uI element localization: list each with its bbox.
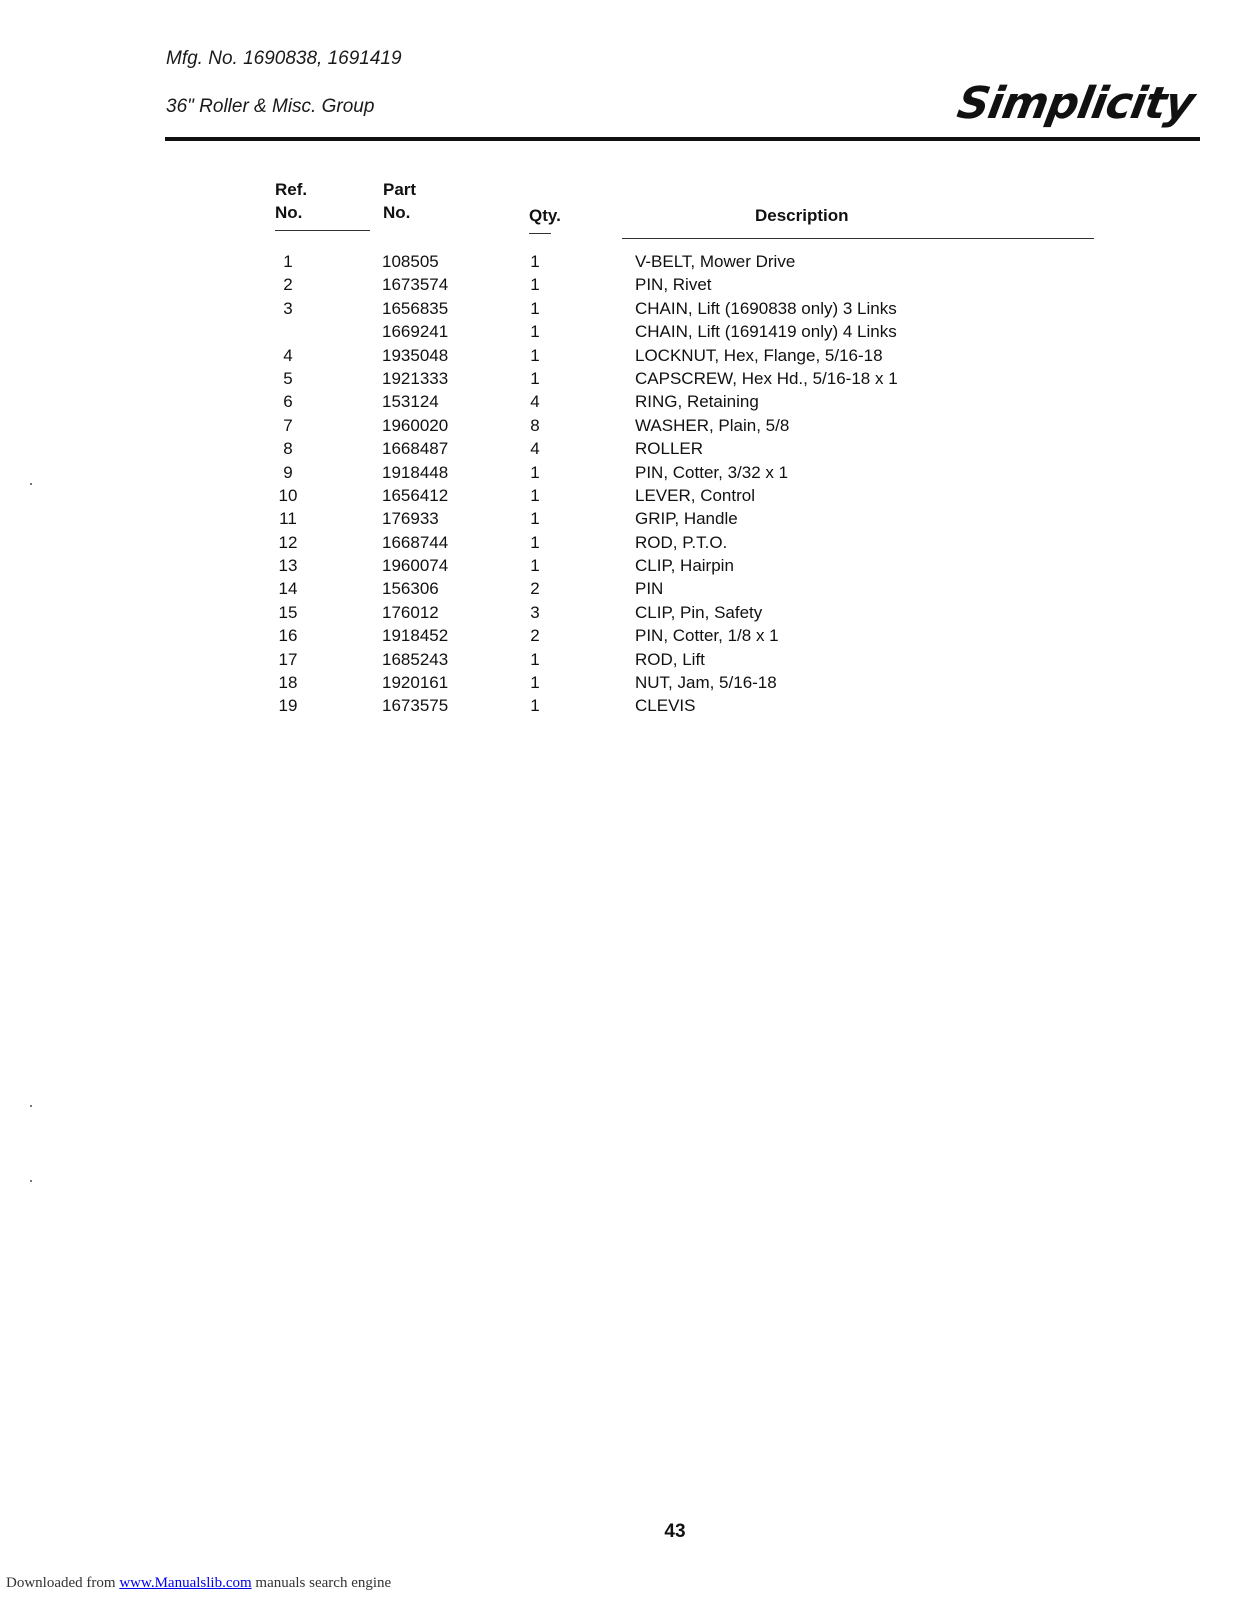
scan-dot <box>30 1105 32 1107</box>
cell-description: CHAIN, Lift (1690838 only) 3 Links <box>635 298 897 318</box>
cell-description: GRIP, Handle <box>635 509 738 529</box>
cell-description: PIN <box>635 579 664 599</box>
cell-part-no: 156306 <box>382 579 439 599</box>
cell-description: CLIP, Hairpin <box>635 556 734 576</box>
table-row <box>0 250 1237 273</box>
cell-part-no: 1918448 <box>382 462 449 482</box>
cell-qty: 1 <box>530 275 540 295</box>
cell-description: ROLLER <box>635 439 704 459</box>
cell-qty: 1 <box>530 298 540 318</box>
cell-description: NUT, Jam, 5/16-18 <box>635 673 777 693</box>
cell-qty: 1 <box>530 368 540 388</box>
cell-qty: 1 <box>530 485 540 505</box>
page-number: 43 <box>664 1521 686 1542</box>
cell-description: CLIP, Pin, Safety <box>635 602 763 622</box>
cell-ref-no: 15 <box>278 602 298 622</box>
table-row <box>0 320 1237 343</box>
cell-description: LOCKNUT, Hex, Flange, 5/16-18 <box>635 345 883 365</box>
column-header-qty: Qty. <box>529 206 561 225</box>
scan-dot <box>30 1180 32 1182</box>
cell-description: PIN, Cotter, 1/8 x 1 <box>635 626 779 646</box>
cell-ref-no: 18 <box>278 673 298 693</box>
cell-ref-no: 6 <box>283 392 293 412</box>
cell-ref-no: 12 <box>278 532 298 552</box>
table-row <box>0 414 1237 437</box>
table-row <box>0 694 1237 717</box>
cell-part-no: 1918452 <box>382 626 449 646</box>
cell-description: PIN, Cotter, 3/32 x 1 <box>635 462 789 482</box>
table-row <box>0 273 1237 296</box>
manualslib-link[interactable]: www.Manualslib.com <box>119 1575 252 1591</box>
cell-ref-no: 19 <box>278 696 298 716</box>
cell-part-no: 176012 <box>382 602 439 622</box>
cell-part-no: 1935048 <box>382 345 449 365</box>
cell-part-no: 153124 <box>382 392 439 412</box>
cell-part-no: 1668744 <box>382 532 449 552</box>
cell-part-no: 176933 <box>382 509 439 529</box>
cell-description: PIN, Rivet <box>635 275 712 295</box>
cell-ref-no: 7 <box>283 415 293 435</box>
cell-part-no: 1960020 <box>382 415 449 435</box>
cell-qty: 8 <box>530 415 540 435</box>
cell-description: V-BELT, Mower Drive <box>635 252 796 271</box>
header-rule <box>165 137 1200 141</box>
cell-ref-no: 2 <box>283 275 293 295</box>
table-row <box>0 297 1237 320</box>
cell-ref-no: 4 <box>283 345 293 365</box>
header-underline <box>275 230 370 231</box>
cell-qty: 2 <box>530 626 540 646</box>
cell-qty: 1 <box>530 532 540 552</box>
cell-part-no: 1656835 <box>382 298 449 318</box>
table-row <box>0 648 1237 671</box>
column-header-ref: Ref. No. <box>275 180 308 222</box>
cell-qty: 1 <box>530 252 540 271</box>
cell-ref-no: 9 <box>283 462 293 482</box>
cell-ref-no: 10 <box>278 485 298 505</box>
table-row <box>0 531 1237 554</box>
footer <box>6 1575 391 1592</box>
cell-ref-no: 3 <box>283 298 293 318</box>
group-title: 36" Roller & Misc. Group <box>166 96 375 117</box>
cell-description: CLEVIS <box>635 696 696 716</box>
header-underline <box>529 233 551 234</box>
scan-dot <box>30 483 32 485</box>
cell-qty: 1 <box>530 556 540 576</box>
cell-ref-no: 17 <box>278 649 298 669</box>
column-header-description: Description <box>755 206 849 225</box>
cell-qty: 1 <box>530 462 540 482</box>
cell-qty: 1 <box>530 673 540 693</box>
footer-prefix: Downloaded from <box>6 1575 120 1591</box>
table-body <box>0 250 1237 718</box>
cell-ref-no: 11 <box>279 509 297 529</box>
table-row <box>0 507 1237 530</box>
cell-ref-no: 5 <box>283 368 293 388</box>
cell-part-no: 1669241 <box>382 322 449 342</box>
table-row <box>0 390 1237 413</box>
cell-description: ROD, Lift <box>635 649 705 669</box>
table-row <box>0 484 1237 507</box>
simplicity-logo: Simplicity <box>953 78 1198 129</box>
cell-part-no: 1920161 <box>382 673 449 693</box>
mfg-number: Mfg. No. 1690838, 1691419 <box>166 48 402 69</box>
cell-part-no: 1668487 <box>382 439 449 459</box>
table-row <box>0 367 1237 390</box>
cell-qty: 1 <box>530 649 540 669</box>
cell-qty: 1 <box>530 696 540 716</box>
table-row <box>0 624 1237 647</box>
cell-description: RING, Retaining <box>635 392 759 412</box>
cell-qty: 4 <box>530 439 540 459</box>
cell-part-no: 1685243 <box>382 649 449 669</box>
cell-qty: 2 <box>530 579 540 599</box>
cell-part-no: 1960074 <box>382 556 449 576</box>
table-row <box>0 344 1237 367</box>
cell-ref-no: 14 <box>278 579 298 599</box>
cell-ref-no: 16 <box>278 626 298 646</box>
cell-qty: 1 <box>530 509 540 529</box>
table-row <box>0 601 1237 624</box>
cell-ref-no: 13 <box>278 556 298 576</box>
header-underline <box>622 238 1094 239</box>
cell-qty: 1 <box>530 345 540 365</box>
table-row <box>0 461 1237 484</box>
cell-ref-no: 8 <box>283 439 293 459</box>
column-header-part: Part No. <box>383 180 417 222</box>
cell-part-no: 108505 <box>382 252 439 271</box>
cell-qty: 1 <box>530 322 540 342</box>
cell-part-no: 1921333 <box>382 368 449 388</box>
cell-part-no: 1673574 <box>382 275 449 295</box>
cell-qty: 3 <box>530 602 540 622</box>
cell-description: LEVER, Control <box>635 485 755 505</box>
cell-description: CHAIN, Lift (1691419 only) 4 Links <box>635 322 897 342</box>
cell-description: ROD, P.T.O. <box>635 532 728 552</box>
cell-ref-no: 1 <box>283 252 293 271</box>
table-row <box>0 577 1237 600</box>
cell-qty: 4 <box>530 392 540 412</box>
footer-suffix: manuals search engine <box>251 1575 392 1591</box>
table-row <box>0 437 1237 460</box>
cell-part-no: 1656412 <box>382 485 449 505</box>
cell-part-no: 1673575 <box>382 696 449 716</box>
table-row <box>0 554 1237 577</box>
cell-description: CAPSCREW, Hex Hd., 5/16-18 x 1 <box>635 368 898 388</box>
cell-description: WASHER, Plain, 5/8 <box>635 415 790 435</box>
table-row <box>0 671 1237 694</box>
